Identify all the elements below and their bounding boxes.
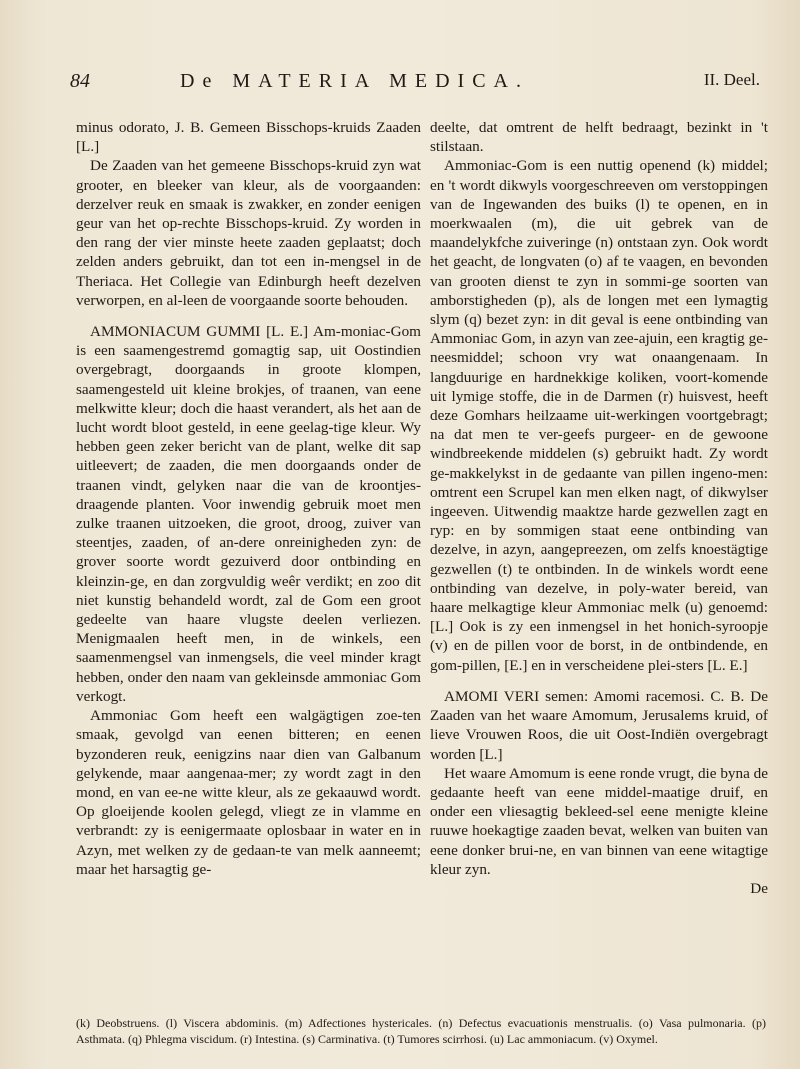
page-header: [70, 70, 760, 100]
paragraph: AMOMI VERI semen: Amomi racemosi. C. B. De Zaaden van het waare Amomum, Jerusalems kruid, of lieve Vrouwen Roos, die uit Oost-Indiën overgebragt worden [L.]: [430, 687, 768, 763]
footnote-text: (k) Deobstruens. (l) Viscera abdominis. (m) Adfectiones hystericales. (n) Defectus evacuationis menstrualis. (o) Vasa pulmonaria. (p) Asthmata. (q) Phlegma viscidum. (r) Intestina. (s) Carminativa. (t) Tumores scirrhosi. (u) Lac ammoniacum. (v) Oxymel.: [76, 1016, 766, 1046]
right-column: [430, 118, 768, 898]
footnotes: [76, 1015, 766, 1047]
paragraph: minus odorato, J. B. Gemeen Bisschops-kruids Zaaden [L.]: [76, 119, 421, 156]
paragraph: Ammoniac Gom heeft een walgägtigen zoe-ten smaak, gevolgd van eenen bitteren; en eenen byzonderen reuk, eenigzins naar dien van Galbanum gelykende, maar aangenaa-mer; zy wordt zagt in den mond, en van ee-ne witte kleur, als ze gekaauwd wordt. Op gloeijende koolen gelegd, vliegt ze in vlamme en verbrandt: zy is eenigermaate oplosbaar in water en in Azyn, met welken zy de gedaan-te van melk aanneemt; maar het harsagtig ge-: [76, 707, 421, 878]
paragraph: Het waare Amomum is eene ronde vrugt, die byna de gedaante heeft van eene middel-maatige druif, en onder een vliesagtig bekleed-sel eene menigte kleine ruuwe hoekagtige zaaden bevat, welken van buiten van eene donker brui-ne, en van binnen van eene witagtige kleur zyn.: [430, 764, 768, 878]
page-number: 84: [70, 70, 90, 92]
catchword: De: [750, 879, 768, 897]
paragraph: deelte, dat omtrent de helft bedraagt, bezinkt in 't stilstaan.: [430, 119, 768, 156]
paragraph: AMMONIACUM GUMMI [L. E.] Am-moniac-Gom is een saamengestremd gomagtig sap, uit Oostindien overgebragt, doorgaands in groote klompen, saamengesteld uit kleine brokjes, of traanen, van eene melkwitte kleur; doch die haast verandert, als het aan de lucht wordt bloot gesteld, in eene geelag-tige kleur. Wy hebben geen zeker bericht van de plant, welke dit sap uitleevert; de zaaden, die men doorgaands onder de traanen vindt, gelyken naar die van de kroontjes-draagende planten. Voor inwendig gebruik moet men zulke traanen uitzoeken, die groot, droog, zuiver van steentjes, zaaden, of an-dere onreinigheden zyn: de grover soorte wordt gezuiverd door ontbinding en kleinzin-ge, en dan zorgvuldig weêr verdikt; en zoo dit niet kunstig behandeld wordt, zal de Gom een groot gedeelte van haare vlugste deelen verliezen. Menigmaalen heeft men, in de winkels, een saamenmengsel van inmengsels, die veel minder kragt hebben, onder den naam van gekleinsde ammoniac Gom verkogt.: [76, 323, 421, 705]
paragraph: Ammoniac-Gom is een nuttig openend (k) middel; en 't wordt dikwyls voorgeschreeven om verstoppingen van de Ingewanden des buiks (l) te openen, en in moerkwaalen (m), die uit gebrek van de maandelykfche zuiveringe (n) ontstaan zyn. Ook wordt het geacht, de longvaten (o) af te vaagen, en bevonden van grooten dienst te zyn in sommi-ge soorten van amborstigheden (p), als de longen met een lymagtig slym (q) bezet zyn: in dit geval is eene ontbinding van Ammoniac Gom, in azyn van zee-ajuin, een kragtig ge-neesmiddel; schoon vry wat onaangenaam. In langduurige en hardnekkige koliken, voort-komende uit lymige stoffe, die in de Darmen (r) huisvest, heeft deze Gomhars heilzaame uit-werkingen voortgebragt; na dat men te ver-geefs purgeer- en de gewoone windbreekende middelen (s) gebruikt hadt. Zy wordt ge-makkelykst in de gedaante van pillen ingeno-men: omtrent een Scrupel kan men elken nagt, of dikwylser ingeeven. Uitwendig maaktze harde gezwellen zagt en ryp: en by sommigen staat eene ontbinding van dezelve, in azyn, aangepreezen, om zelfs knoestägtige gezwellen (t) te ontbinden. In de winkels wordt eene ontbinding van dezelve, in poly-water bereid, van haare melkagtige kleur Ammoniac melk (u) genoemd: [L.] Ook is zy een inmengsel in het honich-syroopje (v) en de pillen voor de borst, in de ontbindende, en gom-pillen, [E.] en in verscheidene plei-sters [L. E.]: [430, 157, 768, 674]
part-label: II. Deel.: [703, 70, 760, 89]
left-column: [76, 118, 421, 879]
paragraph: De Zaaden van het gemeene Bisschops-kruid zyn wat grooter, en bleeker van kleur, als de voorgaanden: derzelver reuk en smaak is zwakker, en zonder eenigen geur van het op-rechte Bisschops-kruid. Zy worden in den rang der vier minste heete zaaden geplaatst; doch zelden anders gebruikt, dan tot een in-mengsel in de Theriaca. Het Collegie van Edinburgh heeft dezelven verworpen, en al-leen de voorgaande soorte behouden.: [76, 157, 421, 309]
running-title: De MATERIA MEDICA.: [180, 70, 529, 92]
